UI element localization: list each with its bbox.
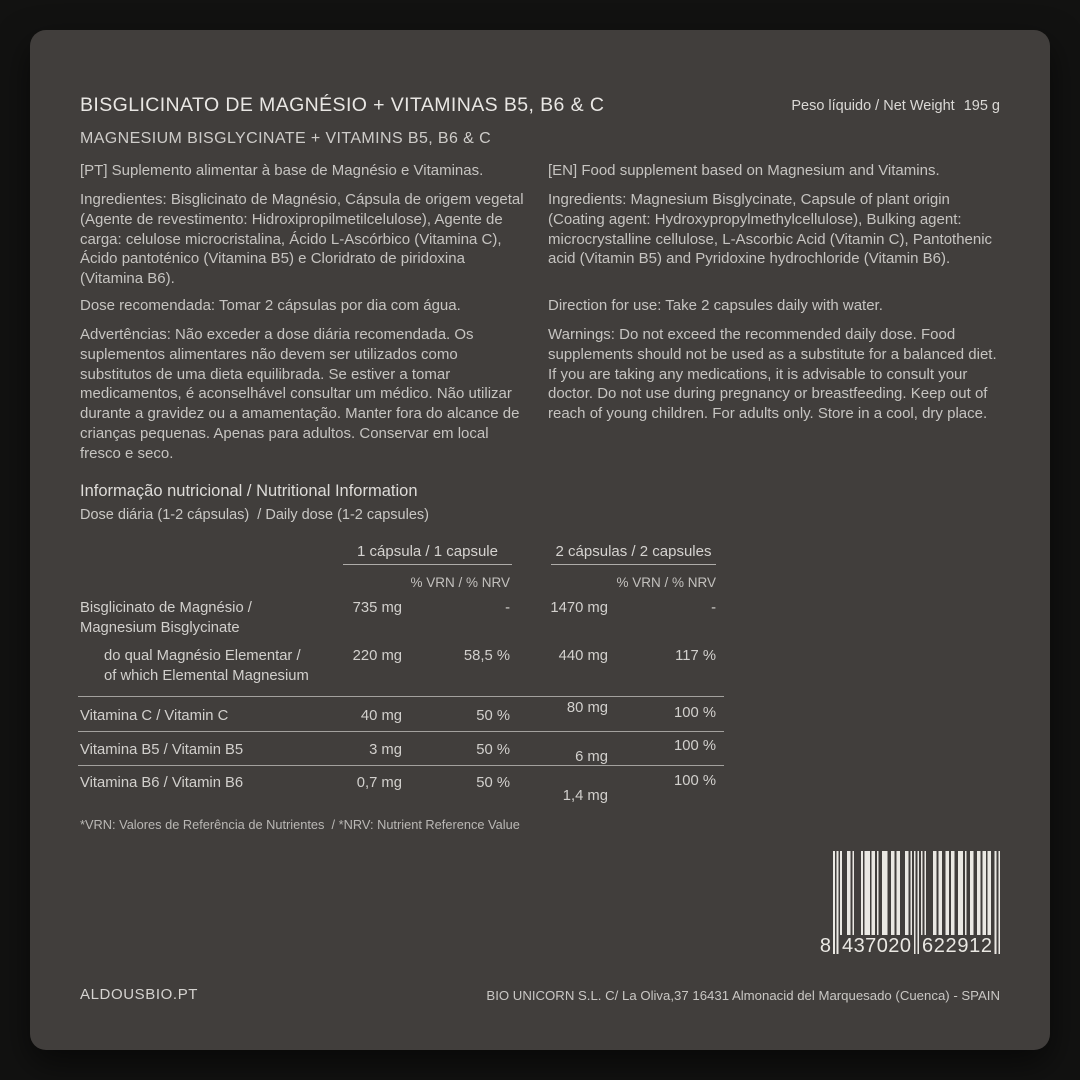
row-vitamin-b5-amount1: 3 mg — [369, 742, 402, 758]
barcode — [812, 851, 1002, 955]
footer-website: ALDOUSBIO.PT — [80, 986, 199, 1003]
row-vitamin-b6-nrv1: 50 % — [476, 775, 510, 791]
row-elemental-mg-nrv1: 58,5 % — [463, 648, 510, 664]
nutrition-daily-dose: Dose diária (1-2 cápsulas) / Daily dose (1-2 capsules) — [80, 507, 429, 523]
en-warnings: Warnings: Do not exceed the recommended daily dose. Food supplements should not be used as a substitute for a balanced diet. If you are taking any medications, it is advisable to consult your doctor. Do not use during pregnancy or breastfeeding. Keep out of reach of young children. For adults only. Store in a cool, dry place. — [548, 326, 997, 423]
en-ingredients: Ingredients: Magnesium Bisglycinate, Capsule of plant origin (Coating agent: Hydroxypropylmethylcellulose), Bulking agent: microcrystalline cellulose, L-Ascorbic Acid (Vitamin C), Pantothenic acid (Vitamin B5) and Pyridoxine hydrochloride (Vitamin B6). — [548, 191, 993, 268]
row-vitamin-b5-nrv2: 100 % — [674, 738, 716, 754]
row-bisglycinate-amount1: 735 mg — [352, 600, 402, 616]
row-vitamin-b5-nrv1: 50 % — [476, 742, 510, 758]
net-weight — [791, 98, 1000, 114]
pt-dose: Dose recomendada: Tomar 2 cápsulas por dia com água. — [80, 297, 461, 314]
row-elemental-mg-amount1: 220 mg — [352, 648, 402, 664]
nutrition-table — [80, 540, 728, 820]
row-bisglycinate-nrv1: - — [505, 600, 510, 616]
row-vitamin-b5-amount2: 6 mg — [575, 749, 608, 765]
row-vitamin-c-amount1: 40 mg — [360, 708, 402, 724]
pt-warnings: Advertências: Não exceder a dose diária recomendada. Os suplementos alimentares não devem ser utilizados como substitutos de uma dieta equilibrada. Se estiver a tomar medicamentos, é aconselhável consultar um médico. Não utilizar durante a gravidez ou a amamentação. Manter fora do alcance de crianças pequenas. Apenas para adultos. Conservar em local fresco e seco. — [80, 326, 520, 462]
row-vitamin-c-nrv2: 100 % — [674, 705, 716, 721]
row-bisglycinate-label: Bisglicinato de Magnésio / Magnesium Bisglycinate — [80, 600, 252, 636]
pt-ingredients: Ingredientes: Bisglicinato de Magnésio, Cápsula de origem vegetal (Agente de revestimento: Hidroxipropilmetilcelulose), Agente de carga: celulose microcristalina, Ácido L-Ascórbico (Vitamina C), Ácido pantoténico (Vitamina B5) e Cloridrato de piridoxina (Vitamina B6). — [80, 191, 524, 288]
col-header-2-capsules: 2 cápsulas / 2 capsules — [551, 543, 716, 565]
footer-manufacturer: BIO UNICORN S.L. C/ La Oliva,37 16431 Almonacid del Marquesado (Cuenca) - SPAIN — [486, 988, 1000, 1003]
en-dose: Direction for use: Take 2 capsules daily with water. — [548, 297, 883, 314]
table-separator — [78, 765, 724, 766]
row-elemental-mg-nrv2: 117 % — [675, 648, 716, 664]
label-panel — [30, 30, 1050, 1050]
row-vitamin-b6-label: Vitamina B6 / Vitamin B6 — [80, 775, 244, 791]
en-intro: [EN] Food supplement based on Magnesium and Vitamins. — [548, 162, 940, 179]
table-separator — [78, 696, 724, 697]
row-vitamin-c-label: Vitamina C / Vitamin C — [80, 708, 229, 724]
product-title-en: MAGNESIUM BISGLYCINATE + VITAMINS B5, B6 & C — [80, 130, 492, 147]
nrv-header-1: % VRN / % NRV — [410, 575, 510, 590]
row-vitamin-c-amount2: 80 mg — [566, 700, 608, 716]
row-bisglycinate-nrv2: - — [711, 600, 716, 616]
row-vitamin-c-nrv1: 50 % — [476, 708, 510, 724]
pt-intro: [PT] Suplemento alimentar à base de Magnésio e Vitaminas. — [80, 162, 484, 179]
row-vitamin-b6-amount1: 0,7 mg — [356, 775, 402, 791]
nrv-header-2: % VRN / % NRV — [616, 575, 716, 590]
net-weight-label: Peso líquido / Net Weight — [791, 98, 955, 114]
row-elemental-mg-amount2: 440 mg — [558, 648, 608, 664]
product-title-pt: BISGLICINATO DE MAGNÉSIO + VITAMINAS B5, B6 & C — [80, 94, 605, 116]
barcode-digit-first: 8 — [819, 935, 831, 955]
net-weight-value: 195 g — [963, 98, 1000, 114]
nutrition-heading: Informação nutricional / Nutritional Information — [80, 482, 418, 500]
row-elemental-mg-label: do qual Magnésio Elementar / of which Elemental Magnesium — [104, 648, 309, 684]
row-bisglycinate-amount2: 1470 mg — [550, 600, 608, 616]
row-vitamin-b6-nrv2: 100 % — [674, 773, 716, 789]
col-header-1-capsule: 1 cápsula / 1 capsule — [343, 543, 512, 565]
row-vitamin-b6-amount2: 1,4 mg — [562, 788, 608, 804]
row-vitamin-b5-label: Vitamina B5 / Vitamin B5 — [80, 742, 244, 758]
barcode-digits-right: 622912 — [922, 935, 992, 955]
nrv-footnote: *VRN: Valores de Referência de Nutrientes / *NRV: Nutrient Reference Value — [80, 817, 520, 832]
table-separator — [78, 731, 724, 732]
barcode-digits-left: 437020 — [842, 935, 911, 955]
